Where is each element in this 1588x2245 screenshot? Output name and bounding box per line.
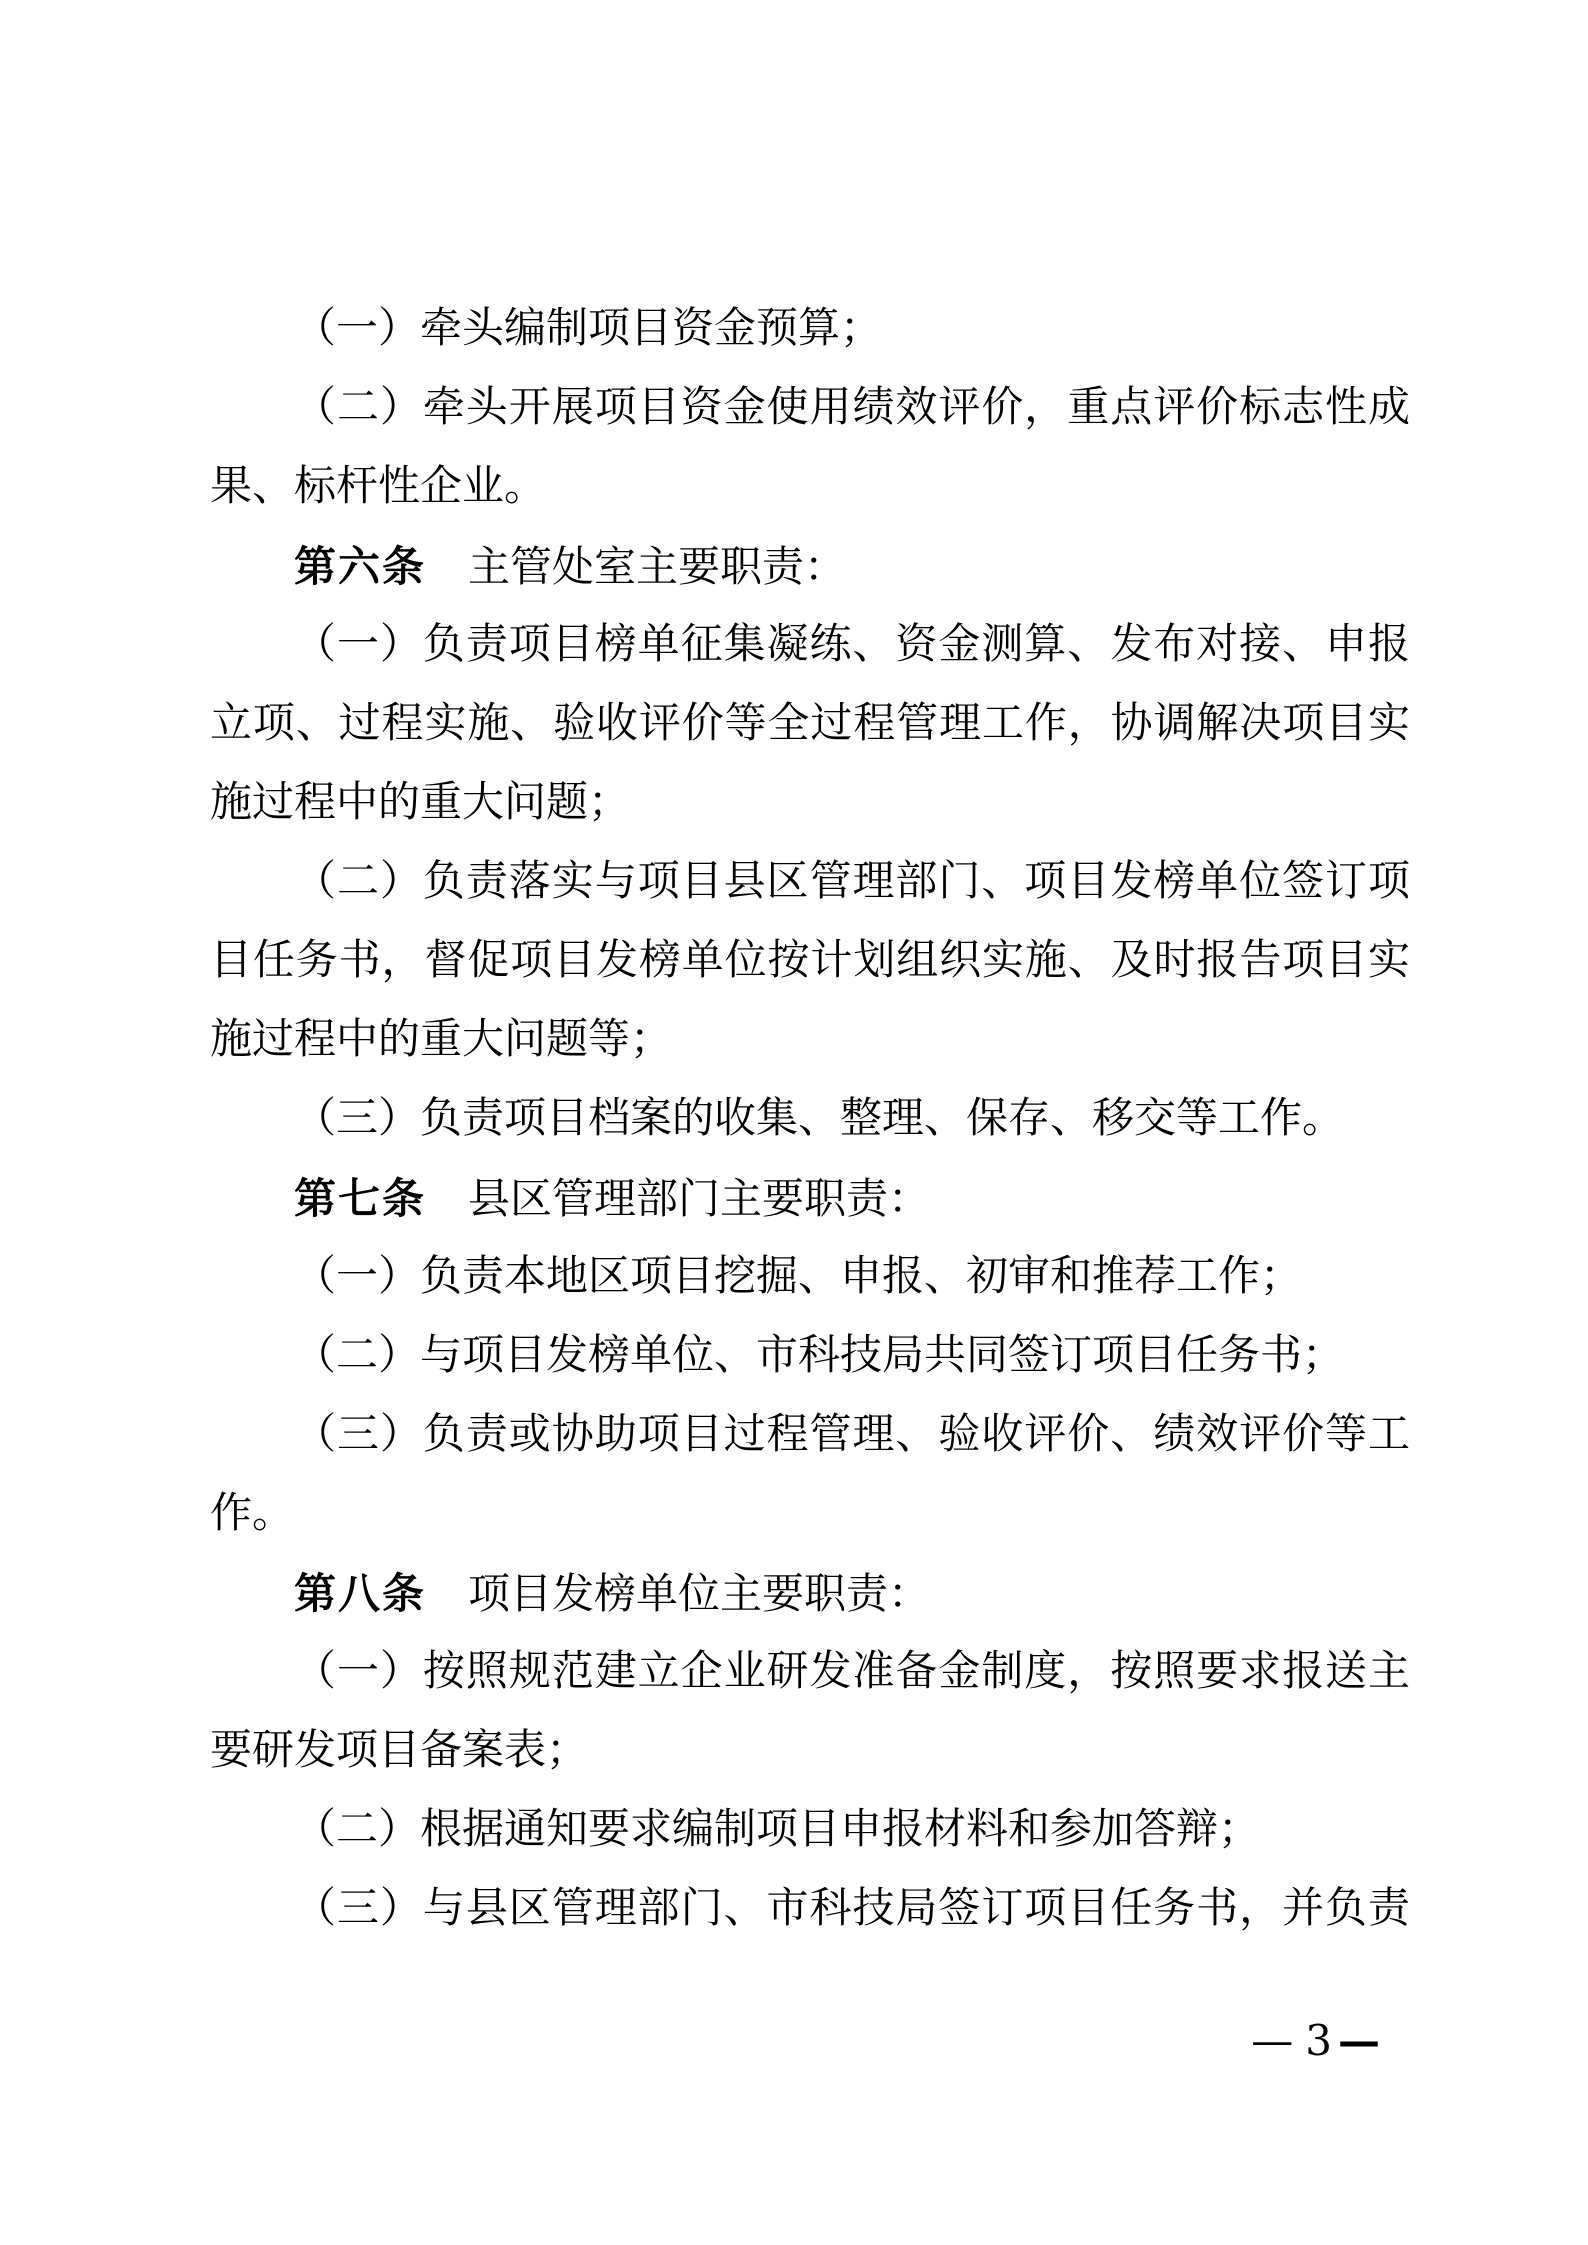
page-number-value: 3: [1305, 2016, 1332, 2065]
article-title: 主管处室主要职责：: [468, 545, 847, 591]
text-line: [210, 1080, 1410, 1159]
article-number: 第七条: [294, 1175, 427, 1222]
article-number: 第六条: [294, 543, 427, 590]
line-text: （二）根据通知要求编制项目申报材料和参加答辩；: [294, 1807, 1261, 1853]
text-line: [210, 1791, 1410, 1870]
line-text: 施过程中的重大问题等；: [210, 1017, 673, 1063]
text-line: [210, 527, 1410, 606]
document-body: [210, 290, 1410, 1949]
text-line: [210, 1475, 1410, 1554]
line-text: 目任务书，督促项目发榜单位按计划组织实施、及时报告项目实: [210, 938, 1410, 984]
text-line: [210, 1712, 1410, 1791]
line-text: 立项、过程实施、验收评价等全过程管理工作，协调解决项目实: [210, 701, 1410, 747]
text-line: [210, 606, 1410, 685]
line-text: 果、标杆性企业。: [210, 464, 547, 510]
article-title: 项目发榜单位主要职责：: [468, 1572, 931, 1618]
text-line: [210, 1317, 1410, 1396]
text-line: [210, 290, 1410, 369]
line-text: 要研发项目备案表；: [210, 1728, 589, 1774]
page-number: [1251, 2018, 1380, 2064]
line-text: （二）牵头开展项目资金使用绩效评价，重点评价标志性成: [294, 385, 1410, 431]
line-text: （一）牵头编制项目资金预算；: [294, 306, 883, 352]
text-line: [210, 1633, 1410, 1712]
text-line: [210, 843, 1410, 922]
text-line: [210, 448, 1410, 527]
text-line: [210, 1870, 1410, 1949]
line-text: （二）负责落实与项目县区管理部门、项目发榜单位签订项: [294, 859, 1410, 905]
line-text: （三）负责或协助项目过程管理、验收评价、绩效评价等工: [294, 1412, 1410, 1458]
text-line: [210, 1001, 1410, 1080]
text-line: [210, 922, 1410, 1001]
page-number-dash-right: —: [1338, 2016, 1380, 2065]
text-line: [210, 1159, 1410, 1238]
text-line: [210, 1396, 1410, 1475]
line-text: （三）负责项目档案的收集、整理、保存、移交等工作。: [294, 1096, 1345, 1142]
article-number: 第八条: [294, 1570, 427, 1617]
article-title: 县区管理部门主要职责：: [468, 1177, 931, 1223]
line-text: （二）与项目发榜单位、市科技局共同签订项目任务书；: [294, 1333, 1345, 1379]
text-line: [210, 369, 1410, 448]
line-text: （三）与县区管理部门、市科技局签订项目任务书，并负责: [294, 1886, 1410, 1932]
line-text: （一）负责项目榜单征集凝练、资金测算、发布对接、申报: [294, 622, 1410, 668]
text-line: [210, 685, 1410, 764]
line-text: （一）按照规范建立企业研发准备金制度，按照要求报送主: [294, 1649, 1410, 1695]
text-line: [210, 1554, 1410, 1633]
line-text: 施过程中的重大问题；: [210, 780, 631, 826]
text-line: [210, 1238, 1410, 1317]
line-text: 作。: [210, 1491, 295, 1537]
line-text: （一）负责本地区项目挖掘、申报、初审和推荐工作；: [294, 1254, 1303, 1300]
page-number-dash-left: —: [1251, 2016, 1294, 2065]
text-line: [210, 764, 1410, 843]
